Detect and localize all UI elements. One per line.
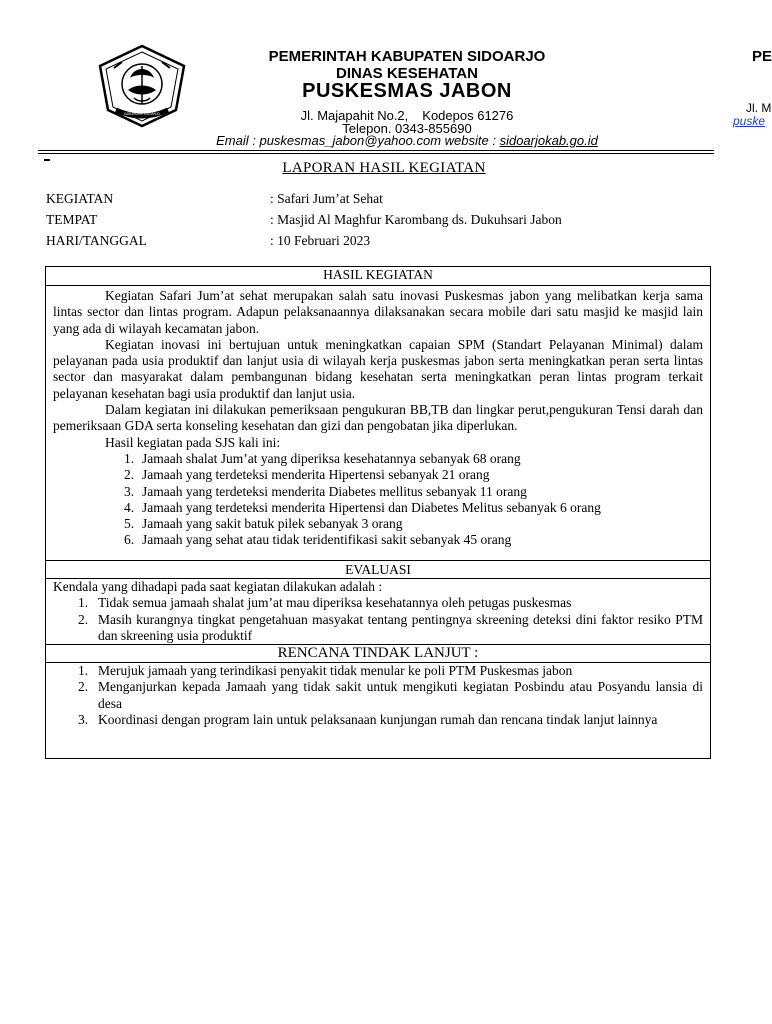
divider xyxy=(46,285,710,286)
address-postcode: Kodepos 61276 xyxy=(422,108,514,123)
list-item: 1. Tidak semua jamaah shalat jum’at mau diperiksa kesehatannya oleh petugas puskesmas xyxy=(78,595,572,611)
letterhead-phone: Telepon. 0343-855690 xyxy=(342,121,472,136)
adjacent-page-email-fragment: puske xyxy=(733,114,766,128)
list-item: 1. Merujuk jamaah yang terindikasi penyakit tidak menular ke poli PTM Puskesmas jabon xyxy=(78,663,573,678)
list-item: 2. Menganjurkan kepada Jamaah yang tidak sakit untuk mengikuti kegiatan Posbindu atau Posyandu lansia di desa xyxy=(78,679,703,711)
list-item: 3. Koordinasi dengan program lain untuk pelaksanaan kunjungan rumah dan rencana tindak lanjut lainnya xyxy=(78,711,658,727)
field-label: TEMPAT xyxy=(46,212,98,227)
list-item: 2. Jamaah yang terdeteksi menderita Hipertensi sebanyak 21 orang xyxy=(124,467,490,483)
evaluasi-intro: Kendala yang dihadapi pada saat kegiatan dilakukan adalah : xyxy=(53,579,383,594)
hasil-paragraph-2: Kegiatan inovasi ini bertujuan untuk meningkatkan capaian SPM (Standart Pelayanan Minimal) dalam pelayanan pada usia produktif dan lanjut usia di wilayah kerja puskesmas jabon serta meningkatkan peran serta lintas sector dan masyarakat dalam pembangunan bidang kesehatan serta meningkatkan peran lintas program terkait pelayanan kesehatan bagi usia produktif dan lanjut usia. xyxy=(53,336,703,401)
rencana-body xyxy=(53,663,703,728)
report-title: LAPORAN HASIL KEGIATAN xyxy=(282,160,486,176)
email-text: Email : puskesmas_jabon@yahoo.com website : xyxy=(216,133,500,148)
field-value: : Masjid Al Maghfur Karombang ds. Dukuhsari Jabon xyxy=(270,212,562,227)
evaluasi-body xyxy=(53,579,703,644)
hasil-paragraph-3: Dalam kegiatan ini dilakukan pemeriksaan pengukuran BB,TB dan lingkar perut,pengukuran Tensi darah dan pemeriksaan GDA serta konseling kesehatan dan gizi dan pengobatan jika diperlukan. xyxy=(53,402,703,434)
list-item: 4. Jamaah yang terdeteksi menderita Hipertensi dan Diabetes Melitus sebanyak 6 orang xyxy=(124,499,601,515)
letterhead-rule-bottom xyxy=(38,153,714,154)
letterhead-institution-name: PUSKESMAS JABON xyxy=(302,80,512,102)
field-label: HARI/TANGGAL xyxy=(46,233,147,248)
rencana-list xyxy=(53,663,703,728)
hasil-results-list xyxy=(53,451,703,549)
sidoarjo-emblem-logo xyxy=(94,44,190,128)
letterhead-government-name: PEMERINTAH KABUPATEN SIDOARJO xyxy=(268,48,546,65)
hasil-paragraph-1: Kegiatan Safari Jum’at sehat merupakan salah satu inovasi Puskesmas jabon yang melibatkan kerja sama lintas sector dan lintas program. Adapun pelaksanaannya dilaksanakan secara mobile dari satu masjid ke masjid lain yang ada di wilayah kecamatan jabon. xyxy=(53,288,703,336)
section-heading-rencana: RENCANA TINDAK LANJUT : xyxy=(277,645,479,661)
list-item: 6. Jamaah yang sehat atau tidak teridentifikasi sakit sebanyak 45 orang xyxy=(124,532,512,548)
address-street: Jl. Majapahit No.2, xyxy=(300,108,409,123)
divider xyxy=(46,560,710,561)
letterhead-department-name: DINAS KESEHATAN xyxy=(336,65,478,82)
svg-text:KABUPATEN SIDOARJO: KABUPATEN SIDOARJO xyxy=(123,112,161,116)
section-heading-evaluasi: EVALUASI xyxy=(345,562,411,577)
letterhead-rule-top xyxy=(38,150,714,151)
hasil-paragraph-4: Hasil kegiatan pada SJS kali ini: xyxy=(105,434,281,450)
list-item: 2. Masih kurangnya tingkat pengetahuan masyakat tentang pentingnya skreening deteksi dini faktor resiko PTM dan skreening usia produktif xyxy=(78,611,703,643)
report-table xyxy=(45,266,711,759)
evaluasi-list xyxy=(53,595,703,644)
adjacent-page-address-fragment: Jl. M xyxy=(746,101,772,115)
letterhead-email-website xyxy=(200,133,614,148)
list-item: 1. Jamaah shalat Jum’at yang diperiksa kesehatannya sebanyak 68 orang xyxy=(124,450,521,466)
hasil-body xyxy=(53,288,703,549)
letterhead xyxy=(0,0,768,160)
adjacent-page-heading-fragment: PE xyxy=(752,48,772,65)
field-value: : Safari Jum’at Sehat xyxy=(270,191,383,206)
website-link[interactable]: sidoarjokab.go.id xyxy=(499,133,598,148)
list-item: 5. Jamaah yang sakit batuk pilek sebanyak 3 orang xyxy=(124,516,403,532)
section-heading-hasil: HASIL KEGIATAN xyxy=(323,267,433,282)
field-value: : 10 Februari 2023 xyxy=(270,233,371,248)
field-label: KEGIATAN xyxy=(46,191,114,206)
list-item: 3. Jamaah yang terdeteksi menderita Diabetes mellitus sebanyak 11 orang xyxy=(124,483,527,499)
